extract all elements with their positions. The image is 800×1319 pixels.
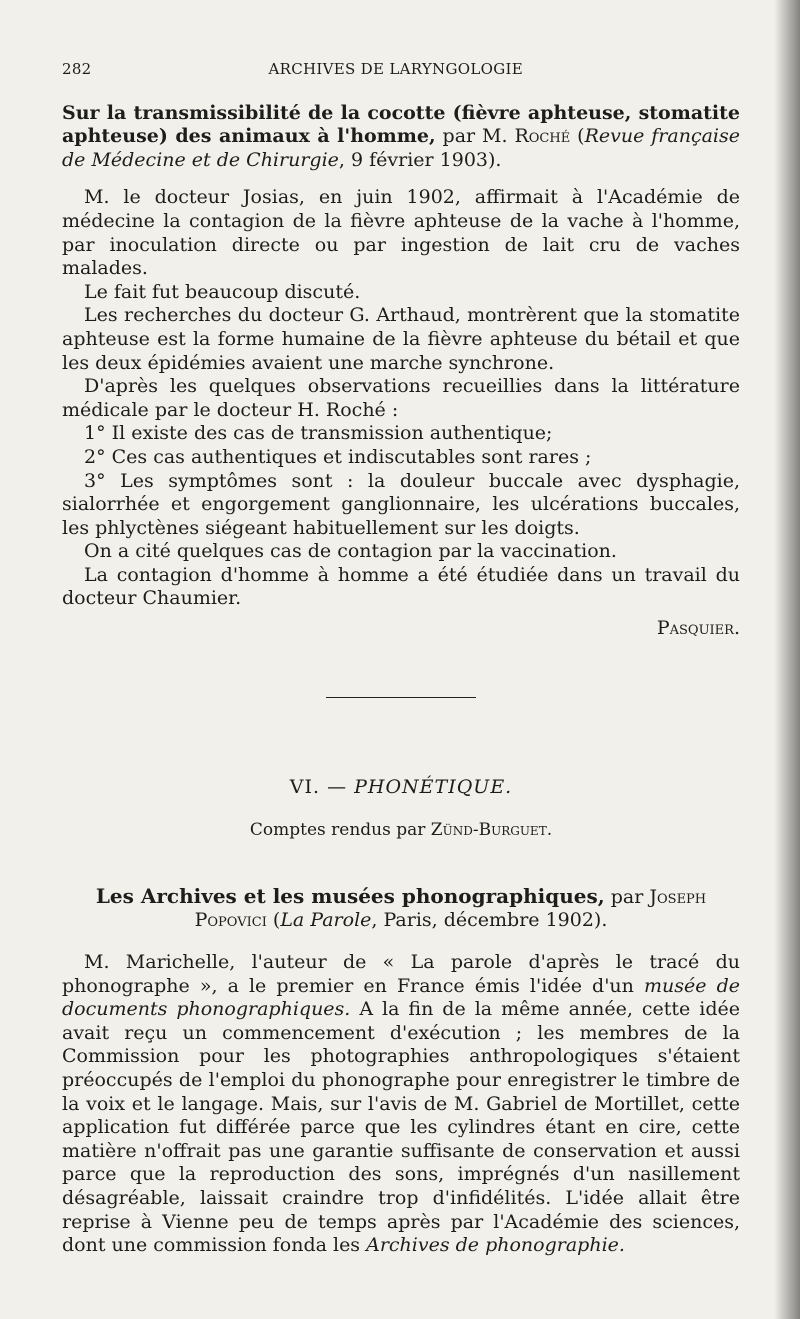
article-2-text-a: M. Marichelle, l'auteur de « La parole d'après le tracé du phonographe », a le premier en France émis l'idée d'un	[62, 951, 740, 997]
article-1-paragraph: M. le docteur Josias, en juin 1902, affirmait à l'Académie de médecine la contagion de la fièvre aphteuse de la vache à l'homme, par inoculation directe ou par ingestion de lait cru de vaches malades.	[62, 186, 740, 280]
article-1-list-item: 2° Ces cas authentiques et indiscutables sont rares ;	[84, 445, 592, 468]
section-number: VI. —	[289, 775, 348, 798]
section-divider	[326, 697, 476, 698]
page-edge-shadow	[774, 0, 800, 1319]
article-1-list-item: 1° Il existe des cas de transmission authentique;	[84, 422, 553, 445]
article-1-paragraph: On a cité quelques cas de contagion par la vaccination.	[84, 540, 617, 563]
article-1-by: par M.	[442, 125, 508, 148]
article-1-paragraph: La contagion d'homme à homme a été étudiée dans un travail du docteur Chaumier.	[62, 563, 740, 610]
page-number: 282	[62, 60, 92, 78]
article-2-title: Les Archives et les musées phonographiques,	[95, 883, 605, 908]
article-2-by: par	[610, 885, 644, 908]
article-2-journal: La Parole	[280, 909, 372, 932]
article-1-author: Roché	[514, 125, 571, 148]
document-page	[62, 58, 740, 1258]
reviewer-name: Zünd-Burguet.	[430, 820, 553, 841]
article-2-paragraph	[62, 951, 740, 1258]
article-2-italic-a: musée de documents phonographiques.	[62, 974, 740, 1021]
section-reviewers	[62, 819, 740, 843]
section-heading	[62, 776, 740, 800]
section-name: PHONÉTIQUE.	[354, 775, 513, 798]
running-title: ARCHIVES DE LARYNGOLOGIE	[268, 60, 523, 78]
article-2-source-open: (	[272, 909, 281, 932]
article-2-text-b: A la fin de la même année, cette idée avait reçu un commencement d'exécution ; les membres de la Commission pour les photographies anthropologiques s'étaient préoccupés de l'emploi du phonographe pour enregistrer le timbre de la voix et le langage. Mais, sur l'avis de M. Gabriel de Mortillet, cette application fut différée parce que les cylindres étant en cire, cette matière n'offrait pas une garantie suffisante de conservation et aussi parce que la reproduction des sons, imprégnés d'un nasillement désagréable, laissait craindre trop d'infidélités. L'idée allait être reprise à Vienne peu de temps après par l'Académie des sciences, dont une commission fonda les	[62, 998, 740, 1257]
reviewers-prefix: Comptes rendus par	[249, 820, 426, 841]
article-1-paragraph: D'après les quelques observations recueillies dans la littérature médicale par le docteur H. Roché :	[62, 375, 740, 421]
article-1-source-open: (	[577, 125, 585, 148]
article-1-journal: Revue française de Médecine et de Chirurgie	[62, 125, 740, 171]
article-2-italic-b: Archives de phonographie.	[366, 1234, 625, 1257]
running-header	[62, 58, 740, 82]
article-1-paragraph: Le fait fut beaucoup discuté.	[84, 280, 361, 303]
article-1-date: , 9 février 1903).	[338, 148, 502, 171]
article-2-author: Joseph Popovici	[194, 885, 707, 932]
article-1-signature: Pasquier.	[656, 617, 740, 640]
article-1-paragraph: Les recherches du docteur G. Arthaud, montrèrent que la stomatite aphteuse est la forme humaine de la fièvre aphteuse du bétail et que les deux épidémies avaient une marche synchrone.	[62, 304, 740, 374]
article-2-date: , Paris, décembre 1902).	[371, 909, 608, 932]
article-1-title: Sur la transmissibilité de la cocotte (fièvre aphteuse, stomatite aphteuse) des animaux à l'homme,	[62, 101, 740, 148]
article-1-heading	[62, 102, 740, 173]
article-2-heading	[62, 885, 740, 933]
article-1-list-item: 3° Les symptômes sont : la douleur buccale avec dysphagie, sialorrhée et engorgement ganglionnaire, les ulcérations buccales, les phlyctènes siégeant habituellement sur les doigts.	[62, 469, 740, 539]
